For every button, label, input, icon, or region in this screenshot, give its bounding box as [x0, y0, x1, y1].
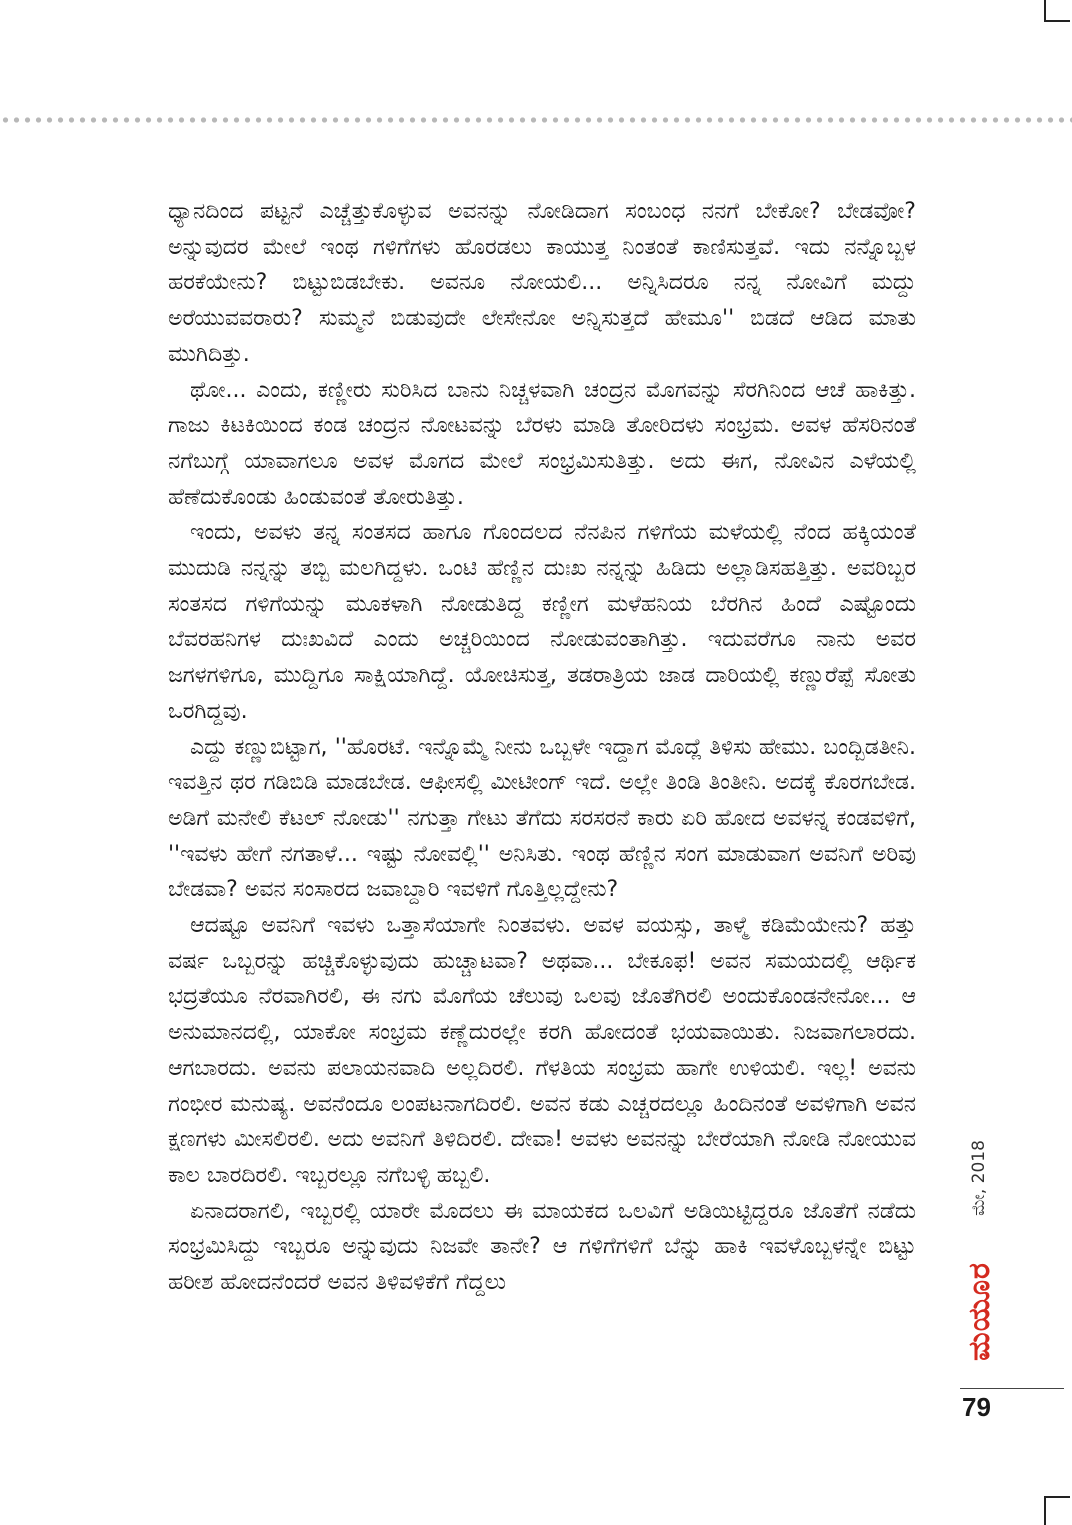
paragraph: ಎದ್ದು ಕಣ್ಣುಬಿಟ್ಟಾಗ, ''ಹೊರಟೆ. ಇನ್ನೊಮ್ಮೆ ನೀನು ಒಬ್ಬಳೇ ಇದ್ದಾಗ ಮೊದ್ಲೆ ತಿಳಿಸು ಹೇಮು. ಬಂದ್ಬಿಡತೀನಿ. ಇವತ್ತಿನ ಥರ ಗಡಿಬಿಡಿ ಮಾಡಬೇಡ. ಆಫೀಸಲ್ಲಿ ಮೀಟೀಂಗ್ ಇದೆ. ಅಲ್ಲೇ ತಿಂಡಿ ತಿಂತೀನಿ. ಅದಕ್ಕೆ ಕೊರಗಬೇಡ. ಅಡಿಗೆ ಮನೇಲಿ ಕೆಟಲ್ ನೋಡು'' ನಗುತ್ತಾ ಗೇಟು ತೆಗೆದು ಸರಸರನೆ ಕಾರು ಏರಿ ಹೋದ ಅವಳನ್ನ ಕಂಡವಳಿಗೆ, ''ಇವಳು ಹೇಗೆ ನಗತಾಳೆ... ಇಷ್ಟು ನೋವಲ್ಲಿ'' ಅನಿಸಿತು. ಇಂಥ ಹೆಣ್ಣಿನ ಸಂಗ ಮಾಡುವಾಗ ಅವನಿಗೆ ಅರಿವು ಬೇಡವಾ? ಅವನ ಸಂಸಾರದ ಜವಾಬ್ದಾರಿ ಇವಳಿಗೆ ಗೊತ್ತಿಲ್ಲದ್ದೇನು? [168, 734, 916, 903]
page-number: 79 [962, 1392, 991, 1422]
issue-date [966, 1122, 992, 1234]
paragraph: ಏನಾದರಾಗಲಿ, ಇಬ್ಬರಲ್ಲಿ ಯಾರೇ ಮೊದಲು ಈ ಮಾಯಕದ ಒಲವಿಗೆ ಅಡಿಯಿಟ್ಟಿದ್ದರೂ ಜೊತೆಗೆ ನಡೆದು ಸಂಭ್ರಮಿಸಿದ್ದು ಇಬ್ಬರೂ ಅನ್ನುವುದು ನಿಜವೇ ತಾನೇ? ಆ ಗಳಿಗೆಗಳಿಗೆ ಬೆನ್ನು ಹಾಕಿ ಇವಳೊಬ್ಬಳನ್ನೇ ಬಿಟ್ಟು ಹರೀಶ ಹೋದನೆಂದರೆ ಅವನ ತಿಳಿವಳಿಕೆಗೆ ಗೆದ್ದಲು [168, 1198, 916, 1296]
folio-rule [960, 1388, 1064, 1389]
magazine-logo [961, 1242, 997, 1380]
paragraph: ಥೋ... ಎಂದು, ಕಣ್ಣೀರು ಸುರಿಸಿದ ಬಾನು ನಿಚ್ಚಳವಾಗಿ ಚಂದ್ರನ ಮೊಗವನ್ನು ಸೆರಗಿನಿಂದ ಆಚೆ ಹಾಕಿತ್ತು. ಗಾಜು ಕಿಟಕಿಯಿಂದ ಕಂಡ ಚಂದ್ರನ ನೋಟವನ್ನು ಬೆರಳು ಮಾಡಿ ತೋರಿದಳು ಸಂಭ್ರಮ. ಅವಳ ಹೆಸರಿನಂತೆ ನಗೆಬುಗ್ಗೆ ಯಾವಾಗಲೂ ಅವಳ ಮೊಗದ ಮೇಲೆ ಸಂಭ್ರಮಿಸುತಿತ್ತು. ಅದು ಈಗ, ನೋವಿನ ಎಳೆಯಲ್ಲಿ ಹೆಣೆದುಕೊಂಡು ಹಿಂಡುವಂತೆ ತೋರುತಿತ್ತು. [168, 377, 916, 510]
dotted-divider [0, 116, 1072, 124]
article-body [168, 194, 916, 1301]
paragraph: ಧ್ಯಾನದಿಂದ ಪಟ್ಟನೆ ಎಚ್ಚೆತ್ತುಕೊಳ್ಳುವ ಅವನನ್ನು ನೋಡಿದಾಗ ಸಂಬಂಧ ನನಗೆ ಬೇಕೋ? ಬೇಡವೋ? ಅನ್ನುವುದರ ಮೇಲೆ ಇಂಥ ಗಳಿಗೆಗಳು ಹೊರಡಲು ಕಾಯುತ್ತ ನಿಂತಂತೆ ಕಾಣಿಸುತ್ತವೆ. ಇದು ನನ್ನೊಬ್ಬಳ ಹರಕೆಯೇನು? ಬಿಟ್ಟುಬಿಡಬೇಕು. ಅವನೂ ನೋಯಲಿ... ಅನ್ನಿಸಿದರೂ ನನ್ನ ನೋವಿಗೆ ಮದ್ದು ಅರೆಯುವವರಾರು? ಸುಮ್ಮನೆ ಬಿಡುವುದೇ ಲೇಸೇನೋ ಅನ್ನಿಸುತ್ತದೆ ಹೇಮೂ'' ಬಿಡದೆ ಆಡಿದ ಮಾತು ಮುಗಿದಿತ್ತು. [168, 199, 916, 367]
issue-date-text: ಮೇ, 2018 [969, 1140, 990, 1216]
magazine-logo-text: ಮಯೂರ [961, 1261, 997, 1361]
crop-mark-top [1044, 0, 1070, 22]
paragraph: ಆದಷ್ಟೂ ಅವನಿಗೆ ಇವಳು ಒತ್ತಾಸೆಯಾಗೇ ನಿಂತವಳು. ಅವಳ ವಯಸ್ಸು, ತಾಳ್ಮೆ ಕಡಿಮೆಯೇನು? ಹತ್ತು ವರ್ಷ ಒಬ್ಬರನ್ನು ಹಚ್ಚಿಕೊಳ್ಳುವುದು ಹುಚ್ಚಾಟವಾ? ಅಥವಾ... ಬೇಕೂಫ! ಅವನ ಸಮಯದಲ್ಲಿ ಆರ್ಥಿಕ ಭದ್ರತೆಯೂ ನೆರವಾಗಿರಲಿ, ಈ ನಗು ಮೊಗೆಯ ಚೆಲುವು ಒಲವು ಜೊತೆಗಿರಲಿ ಅಂದುಕೊಂಡನೇನೋ... ಆ ಅನುಮಾನದಲ್ಲಿ, ಯಾಕೋ ಸಂಭ್ರಮ ಕಣ್ಣೆದುರಲ್ಲೇ ಕರಗಿ ಹೋದಂತೆ ಭಯವಾಯಿತು. ನಿಜವಾಗಲಾರದು. ಆಗಬಾರದು. ಅವನು ಪಲಾಯನವಾದಿ ಅಲ್ಲದಿರಲಿ. ಗೆಳತಿಯ ಸಂಭ್ರಮ ಹಾಗೇ ಉಳಿಯಲಿ. ಇಲ್ಲ! ಅವನು ಗಂಭೀರ ಮನುಷ್ಯ. ಅವನೆಂದೂ ಲಂಪಟನಾಗದಿರಲಿ. ಅವನ ಕಡು ಎಚ್ಚರದಲ್ಲೂ ಹಿಂದಿನಂತೆ ಅವಳಿಗಾಗಿ ಅವನ ಕ್ಷಣಗಳು ಮೀಸಲಿರಲಿ. ಅದು ಅವನಿಗೆ ತಿಳಿದಿರಲಿ. ದೇವಾ! ಅವಳು ಅವನನ್ನು ಬೇರೆಯಾಗಿ ನೋಡಿ ನೋಯುವ ಕಾಲ ಬಾರದಿರಲಿ. ಇಬ್ಬರಲ್ಲೂ ನಗೆಬಳ್ಳಿ ಹಬ್ಬಲಿ. [168, 913, 916, 1188]
paragraph: ಇಂದು, ಅವಳು ತನ್ನ ಸಂತಸದ ಹಾಗೂ ಗೊಂದಲದ ನೆನಪಿನ ಗಳಿಗೆಯ ಮಳೆಯಲ್ಲಿ ನೆಂದ ಹಕ್ಕಿಯಂತೆ ಮುದುಡಿ ನನ್ನನ್ನು ತಬ್ಬಿ ಮಲಗಿದ್ದಳು. ಒಂಟಿ ಹೆಣ್ಣಿನ ದುಃಖ ನನ್ನನ್ನು ಹಿಡಿದು ಅಲ್ಲಾಡಿಸಹತ್ತಿತ್ತು. ಅವರಿಬ್ಬರ ಸಂತಸದ ಗಳಿಗೆಯನ್ನು ಮೂಕಳಾಗಿ ನೋಡುತಿದ್ದ ಕಣ್ಣೀಗ ಮಳೆಹನಿಯ ಬೆರಗಿನ ಹಿಂದೆ ಎಷ್ಟೊಂದು ಬೆವರಹನಿಗಳ ದುಃಖವಿದೆ ಎಂದು ಅಚ್ಚರಿಯಿಂದ ನೋಡುವಂತಾಗಿತ್ತು. ಇದುವರೆಗೂ ನಾನು ಅವರ ಜಗಳಗಳಿಗೂ, ಮುದ್ದಿಗೂ ಸಾಕ್ಷಿಯಾಗಿದ್ದೆ. ಯೋಚಿಸುತ್ತ, ತಡರಾತ್ರಿಯ ಜಾಡ ದಾರಿಯಲ್ಲಿ ಕಣ್ಣುರೆಪ್ಪೆ ಸೋತು ಒರಗಿದ್ದವು. [168, 520, 916, 724]
crop-mark-bottom [1044, 1496, 1070, 1525]
